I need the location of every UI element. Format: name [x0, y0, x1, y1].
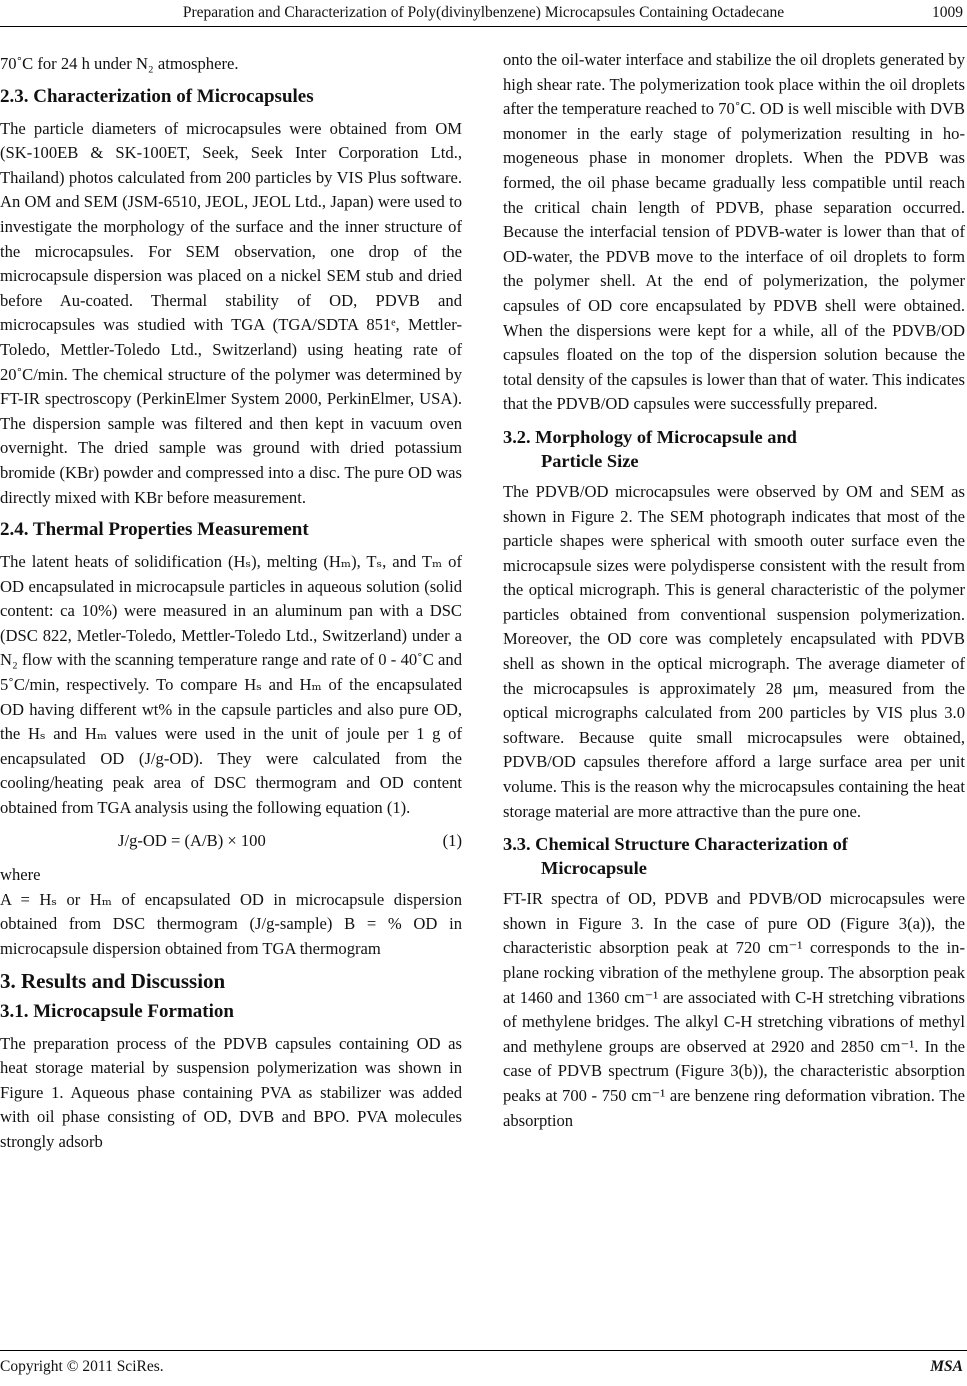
variable-definitions: A = Hₛ or Hₘ of encapsulated OD in microcapsule dispersion obtained from DSC thermogram (J/g-sample) B = % OD in microcapsule dispersion obtained from TGA thermogram	[0, 889, 462, 958]
section-2-3-paragraph: The particle diameters of microcapsules were obtained from OM (SK-100EB & SK-100ET, Seek, Seek Inter Corporation Ltd., Thailand) photos calculated from 200 particles by VIS Plus software. An OM and SEM (JSM-6510, JEOL, JEOL Ltd., Japan) were used to investigate the morphology of the surface and the inner structure of the microcapsules. For SEM observation, one drop of the microcapsule dispersion was placed on a nickel SEM stub and dried before Au-coated. Thermal stability of OD, PDVB and microcapsules was studied with TGA (TGA/SDTA 851ᵉ, Mettler-Toledo, Mettler-Toledo Ltd., Switzerland) using heating rate of 20˚C/min. The chemical structure of the polymer was determined by FT-IR spectroscopy (PerkinElmer System 2000, PerkinElmer, USA). The dispersion sample was filtered and then kept in vacuum oven overnight. The dried sample was ground with dried potassium bromide (KBr) powder and compressed into a disc. The pure OD was directly mixed with KBr before measurement.	[0, 118, 462, 507]
section-2-3-heading: 2.3. Characterization of Microcapsules	[0, 85, 314, 107]
running-title: Preparation and Characterization of Poly(divinylbenzene) Microcapsules Containing Octadecane	[182, 4, 785, 21]
page-footer	[0, 1350, 967, 1386]
section-3-3-heading-line2: Microcapsule	[541, 858, 647, 879]
section-3-1-paragraph: The preparation process of the PDVB capsules containing OD as heat storage material by suspension polymerization was shown in Figure 1. Aqueous phase containing PVA as stabilizer was added with oil phase consisting of OD, DVB and BPO. PVA molecules strongly adsorb	[0, 1033, 462, 1151]
section-3-3-heading	[503, 832, 965, 880]
section-3-2-paragraph: The PDVB/OD microcapsules were observed by OM and SEM as shown in Figure 2. The SEM photograph indicates that most of the particle shapes were spherical with smooth outer surface even the microcapsule sizes were polydisperse consistent with the result from the optical micrograph. This is general characteristic of the polymer particles obtained from conventional suspension polymerization. Moreover, the OD core was completely encapsulated with PDVB shell as shown in the optical micrograph. The average diameter of the microcapsules is approximately 28 μm, measured from the optical micrographs calculated from 200 particles by VIS plus 3.0 software. Because quite small microcapsules were obtained, PDVB/OD capsules therefore afford a large surface area per unit volume. This is the reason why the microcapsules containing the heat storage material are more attractive than the pure one.	[503, 481, 965, 821]
equation-number: (1)	[442, 830, 462, 850]
where-label: where	[0, 865, 41, 885]
right-column	[503, 48, 965, 1141]
section-2-4-paragraph: The latent heats of solidification (Hₛ), melting (Hₘ), Tₛ, and Tₘ of OD encapsulated in microcapsule particles in aqueous solution (solid content: ca 10%) were measured in an aluminum pan with a DSC (DSC 822, Metler-Toledo, Mettler-Toledo Ltd., Switzerland) under a N₂ flow with the scanning temperature range and rate of 0 - 40˚C and 5˚C/min, respectively. To compare Hₛ and Hₘ of the encapsulated OD having different wt% in the capsule particles and also pure OD, the Hₛ and Hₘ values were used in the unit of joule per 1 g of encapsulated OD (J/g-OD). They were calculated from the cooling/heating peak area of DSC thermogram and OD content obtained from TGA analysis using the following equation (1).	[0, 552, 462, 818]
footer-rule	[0, 1350, 967, 1351]
section-3-heading: 3. Results and Discussion	[0, 968, 226, 993]
section-3-2-heading-line2: Particle Size	[541, 450, 639, 471]
section-3-3-paragraph: FT-IR spectra of OD, PDVB and PDVB/OD microcapsules were shown in Figure 3. In the case of pure OD (Figure 3(a)), the characteristic absorption peak at 720 cm⁻¹ corresponds to the in-plane rocking vibration of the methylene group. The absorption peak at 1460 and 1360 cm⁻¹ are associated with C-H stretching vibrations of methylene bridges. The alkyl C-H stretching vibrations of methyl and methylene groups are observed at 2920 and 2850 cm⁻¹. In the case of PDVB spectrum (Figure 3(b)), the characteristic absorption peaks at 700 - 750 cm⁻¹ are benzene ring deformation vibration. The absorption	[503, 889, 965, 1130]
section-2-4-heading: 2.4. Thermal Properties Measurement	[0, 519, 309, 541]
equation-body: J/g-OD = (A/B) × 100	[118, 830, 266, 850]
header-rule	[0, 26, 967, 27]
left-column	[0, 52, 462, 1163]
section-3-3-heading-line1: 3.3. Chemical Structure Characterization of	[503, 834, 848, 855]
section-3-1-continued: onto the oil-water interface and stabilize the oil droplets generated by high shear rate. The polymerization took place within the oil droplets after the temperature reached to 70˚C. OD is well miscible with DVB monomer in the early stage of polymerization resulting in homogeneous phase in monomer droplets. When the PDVB was formed, the oil phase became gradually less compatible until reach the critical chain length of PDVB, phase separation occurred. Because the interfacial tension of PDVB-water is lower than that of OD-water, the PDVB move to the interface of oil droplets to form the polymer shell. At the end of polymerization, the polymer capsules of OD core encapsulated by PDVB shell were obtained. When the dispersions were kept for a while, all of the PDVB/OD capsules floated on the top of the dispersion solution because the total density of the capsules is lower than that of water. This indicates that the PDVB/OD capsules were successfully prepared.	[503, 50, 965, 414]
section-3-1-heading: 3.1. Microcapsule Formation	[0, 1000, 234, 1022]
section-3-2-heading	[503, 425, 965, 473]
journal-abbreviation: MSA	[930, 1358, 963, 1375]
intro-line: 70˚C for 24 h under N₂ atmosphere.	[0, 54, 239, 73]
section-3-2-heading-line1: 3.2. Morphology of Microcapsule and	[503, 426, 797, 447]
page-header	[0, 0, 967, 30]
page-number: 1009	[932, 4, 963, 21]
copyright-notice: Copyright © 2011 SciRes.	[0, 1358, 164, 1375]
equation-1	[0, 829, 462, 854]
